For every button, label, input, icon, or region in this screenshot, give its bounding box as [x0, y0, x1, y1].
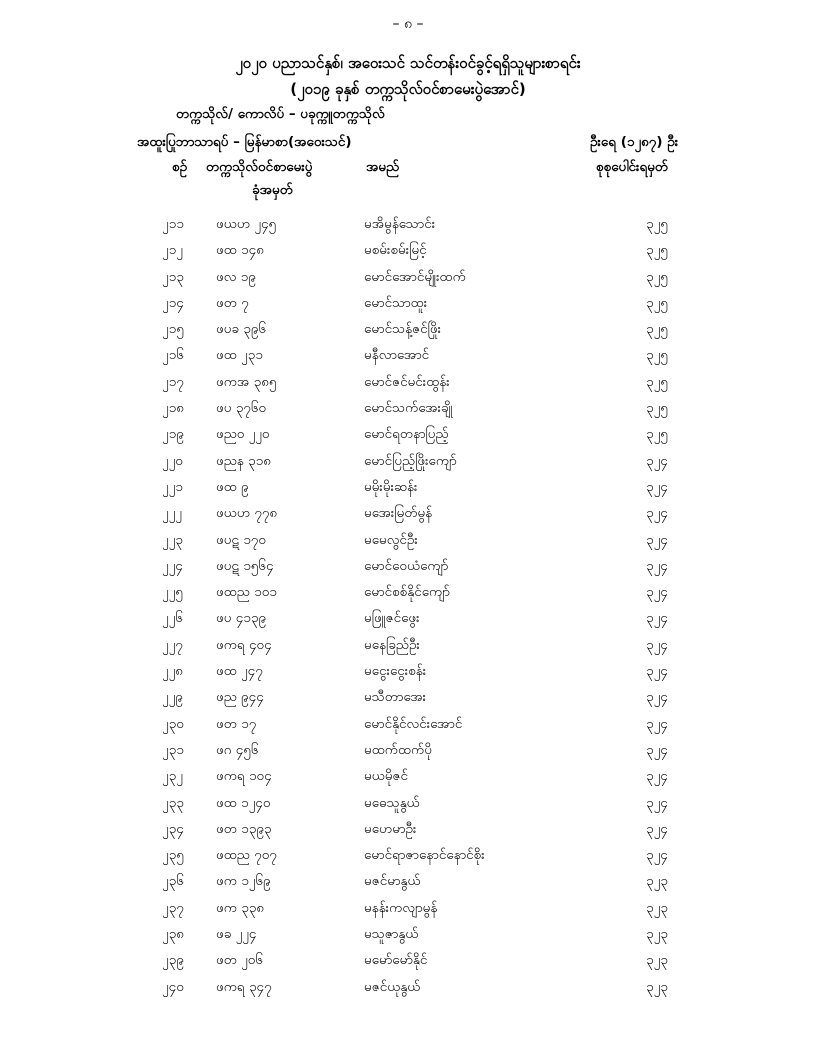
list-row: [0, 606, 816, 632]
total-marks: ၃၂၄: [646, 636, 668, 653]
total-marks: ၃၂၃: [646, 952, 668, 969]
roll-number: ဖထ ၁၄၈: [216, 242, 264, 259]
student-name: မောင်ပြည့်ဖြိုးကျော်: [364, 452, 457, 469]
roll-number: ဖထ ၉: [216, 478, 249, 495]
student-name: မသီတာအေး: [364, 689, 427, 706]
roll-number: ဖထ ၂၃၁: [216, 347, 263, 364]
total-marks: ၃၂၄: [646, 689, 668, 706]
roll-number: ဖပ ၃၇၆၀: [216, 400, 267, 417]
serial-number: ၂၁၄: [162, 294, 184, 311]
major-subject-line: အထူးပြုဘာသာရပ် – မြန်မာစာ(အဝေးသင်): [137, 134, 352, 150]
total-marks: ၃၂၄: [646, 452, 668, 469]
student-name: မအေးမြတ်မွန်: [364, 505, 433, 522]
list-row: [0, 343, 816, 369]
serial-number: ၂၃၃: [162, 794, 184, 811]
roll-number: ဖကရ ၄၀၄: [216, 636, 272, 653]
serial-number: ၂၃၆: [162, 873, 184, 890]
roll-number: ဖက ၁၂၆၉: [216, 873, 271, 890]
student-name: မမိုးမိုးဆန်း: [364, 478, 418, 495]
serial-number: ၂၃၁: [162, 741, 184, 758]
total-marks: ၃၂၄: [646, 768, 668, 785]
roll-number: ဖခ ၂၂၄: [216, 926, 257, 943]
student-name: မောင်သန့်ဇင်ဖြိုး: [364, 321, 442, 338]
student-name: မောင်ဇင်မင်းထွန်း: [364, 373, 450, 390]
total-marks: ၃၂၄: [646, 741, 668, 758]
total-marks: ၃၂၄: [646, 584, 668, 601]
total-count: ဦးရေ (၁၂၈၇) ဦး: [590, 134, 679, 150]
student-name: မမော်မော်နိုင်: [364, 952, 428, 969]
serial-number: ၂၁၆: [162, 347, 184, 364]
total-marks: ၃၂၄: [646, 820, 668, 837]
serial-number: ၂၃၄: [162, 820, 184, 837]
list-row: [0, 501, 816, 527]
serial-number: ၂၁၁: [162, 216, 184, 232]
total-marks: ၃၂၄: [646, 557, 668, 574]
student-name: မမေလွင်ဦး: [364, 531, 418, 548]
serial-number: ၂၃၉: [162, 952, 184, 969]
total-marks: ၃၂၄: [646, 847, 668, 864]
serial-number: ၂၂၈: [162, 663, 183, 680]
list-row: [0, 922, 816, 948]
total-marks: ၃၂၅: [646, 294, 668, 311]
university-line: တက္ကသိုလ်/ ကောလိပ် – ပခုက္ကူတက္ကသိုလ်: [176, 106, 385, 122]
total-marks: ၃၂၅: [646, 347, 668, 364]
roll-number: ဖပဋ ၁၇၀: [216, 531, 266, 548]
list-row: [0, 370, 816, 396]
roll-number: ဖထ ၂၄၇: [216, 663, 263, 680]
student-name: မောင်ရတနာပြည့်: [364, 426, 449, 443]
total-marks: ၃၂၄: [646, 794, 668, 811]
list-row: [0, 422, 816, 448]
total-marks: ၃၂၃: [646, 873, 668, 890]
student-name: မဇင်ယုနွယ်: [364, 978, 421, 995]
student-name: မနန်းကလျာမွန်: [364, 899, 438, 916]
roll-number: ဖညန ၃၁၈: [216, 452, 271, 469]
roll-number: ဖတ ၁၃၉၃: [216, 820, 272, 837]
list-row: [0, 791, 816, 817]
total-marks: ၃၂၅: [646, 321, 668, 338]
total-marks: ၃၂၅: [646, 400, 668, 417]
serial-number: ၂၃၂: [162, 768, 183, 785]
list-subtitle: (၂၀၁၉ ခုနှစ် တက္ကသိုလ်ဝင်စာမေးပွဲအောင်): [290, 80, 526, 98]
total-marks: ၃၂၄: [646, 505, 668, 522]
total-marks: ၃၂၄: [646, 715, 668, 732]
list-row: [0, 580, 816, 606]
serial-number: ၂၃၀: [162, 715, 184, 732]
serial-number: ၂၂၄: [162, 557, 183, 574]
serial-number: ၂၂၇: [162, 636, 183, 653]
header-total-marks: စုစုပေါင်းရမှတ်: [596, 159, 669, 175]
student-name: မဖြူဇင်ဖွေး: [364, 610, 420, 627]
serial-number: ၂၁၉: [162, 426, 184, 443]
header-roll-number: တက္ကသိုလ်ဝင်စာမေးပွဲ: [206, 159, 313, 175]
total-marks: ၃၂၅: [646, 426, 668, 443]
student-name: မစမ်းစမ်းမြင့်: [364, 242, 427, 259]
roll-number: ဖပဋ ၁၅၆၄: [216, 557, 274, 574]
header-serial: စဥ်: [172, 159, 188, 175]
roll-number: ဖတ ၁၇: [216, 715, 257, 732]
serial-number: ၂၂၃: [162, 531, 183, 548]
total-marks: ၃၂၅: [646, 268, 668, 285]
serial-number: ၂၃၈: [162, 926, 184, 943]
list-row: [0, 659, 816, 685]
list-row: [0, 712, 816, 738]
list-row: [0, 238, 816, 264]
list-row: [0, 817, 816, 843]
serial-number: ၂၂၀: [162, 452, 183, 469]
student-name: မောင်နိုင်လင်းအောင်: [364, 715, 463, 732]
serial-number: ၂၂၉: [162, 689, 183, 706]
header-roll-number-line2: ခုံအမှတ်: [252, 182, 293, 198]
serial-number: ၂၂၅: [162, 584, 183, 601]
total-marks: ၃၂၄: [646, 663, 668, 680]
list-row: [0, 396, 816, 422]
roll-number: ဖကရ ၃၄၇: [216, 978, 272, 995]
student-name: မအိမွန်သောင်း: [364, 216, 436, 232]
serial-number: ၂၃၇: [162, 899, 184, 916]
roll-number: ဖက ၃၃၈: [216, 899, 265, 916]
student-name: မဟေမာဦး: [364, 820, 417, 837]
roll-number: ဖပခ ၃၉၆: [216, 321, 267, 338]
list-title: ၂၀၂၀ ပညာသင်နှစ်၊ အဝေးသင် သင်တန်းဝင်ခွင့်ရရှိသူများစာရင်း: [235, 54, 581, 72]
serial-number: ၂၂၂: [162, 505, 182, 522]
roll-number: ဖယဟ ၇၇၈: [216, 505, 278, 522]
student-name: မနီလာအောင်: [364, 347, 430, 364]
total-marks: ၃၂၅: [646, 373, 668, 390]
student-name: မသူဇာနွယ်: [364, 926, 419, 943]
serial-number: ၂၁၇: [162, 373, 184, 390]
total-marks: ၃၂၄: [646, 478, 668, 495]
roll-number: ဖည ၉၄၄: [216, 689, 264, 706]
student-name: မောင်သက်အေးချို: [364, 400, 453, 417]
list-row: [0, 212, 816, 238]
total-marks: ၃၂၅: [646, 216, 668, 232]
list-row: [0, 975, 816, 1001]
roll-number: ဖညဝ ၂၂၀: [216, 426, 270, 443]
total-marks: ၃၂၄: [646, 531, 668, 548]
student-name: မောင်သာထူး: [364, 294, 428, 311]
roll-number: ဖထည ၇၀၇: [216, 847, 277, 864]
list-row: [0, 738, 816, 764]
student-name: မဓေသူနွယ်: [364, 794, 420, 811]
serial-number: ၂၁၃: [162, 268, 184, 285]
serial-number: ၂၄၀: [162, 978, 184, 995]
list-row: [0, 291, 816, 317]
roll-number: ဖကရ ၁၀၄: [216, 768, 272, 785]
list-row: [0, 554, 816, 580]
list-row: [0, 685, 816, 711]
roll-number: ဖတ ၂၀၆: [216, 952, 263, 969]
student-name: မောင်ရာဇာနောင်နောင်စိုး: [364, 847, 485, 864]
student-name: မယမိုဇင်: [364, 768, 409, 785]
roll-number: ဖကအ ၃၈၅: [216, 373, 277, 390]
list-row: [0, 764, 816, 790]
student-list: [0, 212, 816, 1001]
total-marks: ၃၂၄: [646, 610, 668, 627]
student-name: မထက်ထက်ပို: [364, 741, 432, 758]
list-row: [0, 317, 816, 343]
serial-number: ၂၂၆: [162, 610, 183, 627]
roll-number: ဖထည ၁၀၁: [216, 584, 277, 601]
serial-number: ၂၂၁: [162, 478, 183, 495]
list-row: [0, 633, 816, 659]
list-row: [0, 449, 816, 475]
student-name: မောင်ဝေယံကျော်: [364, 557, 449, 574]
student-name: မနေခြည်ဦး: [364, 636, 420, 653]
total-marks: ၃၂၃: [646, 926, 668, 943]
roll-number: ဖဂ ၄၅၆: [216, 741, 259, 758]
roll-number: ဖထ ၁၂၄၀: [216, 794, 271, 811]
list-row: [0, 948, 816, 974]
list-row: [0, 528, 816, 554]
serial-number: ၂၁၅: [162, 321, 184, 338]
list-row: [0, 869, 816, 895]
student-name: မဇင်မာနွယ်: [364, 873, 421, 890]
list-row: [0, 265, 816, 291]
roll-number: ဖလ ၁၉: [216, 268, 256, 285]
total-marks: ၃၂၃: [646, 899, 668, 916]
serial-number: ၂၁၂: [162, 242, 183, 259]
page-number: – ၈ –: [392, 16, 424, 32]
list-row: [0, 475, 816, 501]
list-row: [0, 843, 816, 869]
roll-number: ဖယဟ ၂၄၅: [216, 216, 277, 232]
serial-number: ၂၃၅: [162, 847, 184, 864]
student-name: မောင်စစ်နိုင်ကျော်: [364, 584, 450, 601]
header-name: အမည်: [366, 159, 400, 175]
serial-number: ၂၁၈: [162, 400, 184, 417]
student-name: မောင်အောင်မျိုးထက်: [364, 268, 466, 285]
total-marks: ၃၂၃: [646, 978, 668, 995]
list-row: [0, 896, 816, 922]
student-name: မငွေးငွေးစန်း: [364, 663, 427, 680]
total-marks: ၃၂၅: [646, 242, 668, 259]
roll-number: ဖတ ၇: [216, 294, 249, 311]
roll-number: ဖပ ၄၁၃၉: [216, 610, 267, 627]
